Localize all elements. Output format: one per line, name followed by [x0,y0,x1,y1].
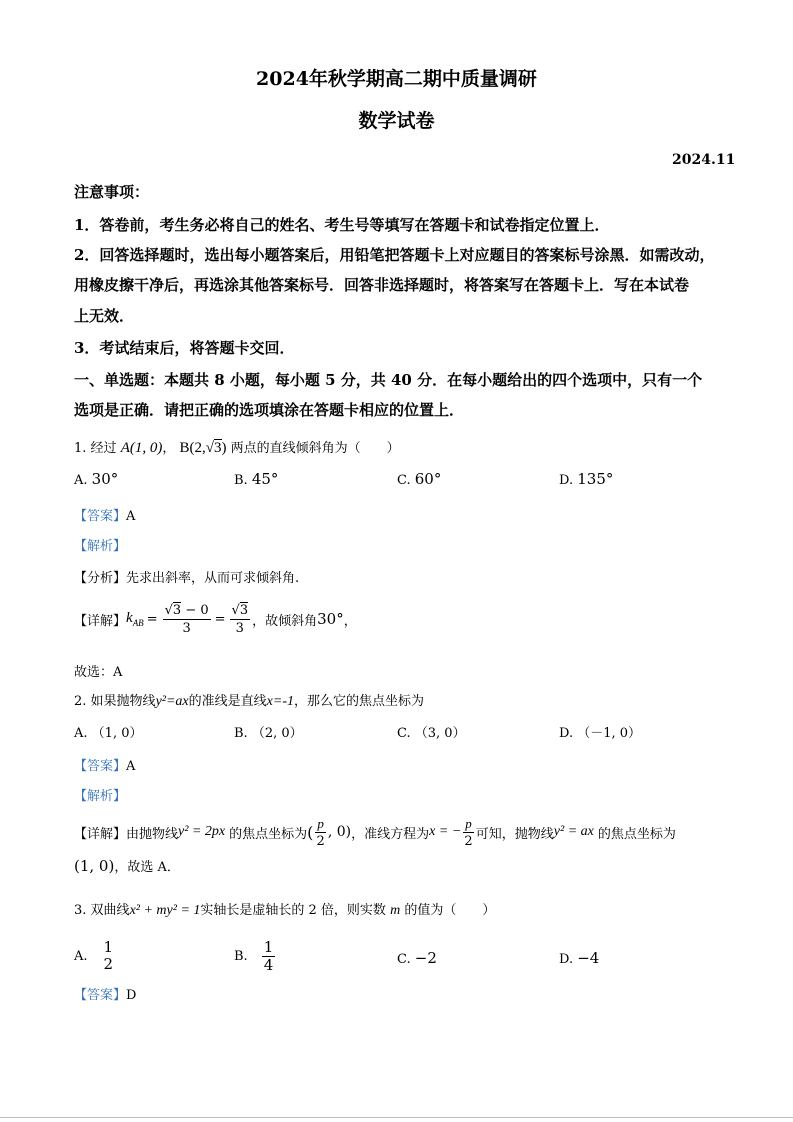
option-a[interactable] [74,936,117,976]
question-text: 经过 [90,441,117,456]
question-number: 1. [74,441,87,456]
fenxi-line [74,567,299,586]
option-letter: B. [234,473,248,488]
option-letter: D. [559,952,574,967]
section-1-line-2: 选项是正确．请把正确的选项填涂在答题卡相应的位置上． [74,401,465,419]
option-value: −2 [414,949,437,967]
fraction-1: $\frac{√3 - 0}{3}$ [164,602,209,636]
option-d[interactable] [559,949,599,967]
parabola-equation-2: y² = ax [553,824,594,839]
separator: ， [162,441,176,456]
option-letter: B. [234,948,248,964]
option-value: （－1, 0） [577,726,642,741]
detail-line [74,596,357,642]
fenxi-text: 先求出斜率，从而可求倾斜角. [126,571,300,586]
option-letter: A. [74,948,88,964]
answer-line [74,755,135,774]
notice-item-3: 3．考试结束后，将答题卡交回． [74,339,295,357]
page-subtitle: 数学试卷 [358,110,435,132]
parabola-equation: y² = 2px [178,824,226,839]
directrix-equation: x=-1 [266,694,294,709]
option-a[interactable] [74,722,142,741]
option-fraction [262,939,276,974]
detail-tag: 【详解】 [74,826,127,842]
notice-item-2-line-3: 上无效． [74,307,135,325]
option-d[interactable] [559,470,613,488]
option-letter: D. [559,726,574,741]
option-a[interactable] [74,470,118,488]
question-text-tail: 的值为（ ） [404,903,496,918]
option-b[interactable] [234,936,277,976]
option-letter: D. [559,473,574,488]
detail-end: ， [343,613,357,629]
slope-symbol [126,610,144,628]
analysis-tag: 【解析】 [74,539,127,554]
option-letter: A. [74,726,88,741]
option-c[interactable] [397,949,437,967]
option-letter: C. [397,473,411,488]
exam-date: 2024.11 [672,152,736,168]
detail-text: 由抛物线 [126,826,179,842]
variable-m: m [390,903,401,918]
page-title: 2024年秋学期高二期中质量调研 [256,68,537,90]
option-letter: C. [397,726,411,741]
slope-subscript: AB [132,618,144,628]
fraction-denominator: 2 [103,955,114,973]
option-d[interactable] [559,722,641,741]
option-value: 30° [91,470,119,488]
notice-item-2-line-1: 2．回答选择题时，选出每小题答案后，用铅笔把答题卡上对应题目的答案标号涂黑．如需改动， [74,246,715,264]
directrix-fraction [463,815,474,850]
option-letter: A. [74,473,88,488]
open-paren: ( [307,822,314,842]
detail-text: 的焦点坐标为 [229,826,308,842]
answer-tag: 【答案】 [74,759,127,774]
detail-text: 的焦点坐标为 [597,826,676,842]
answer-line [74,984,136,1003]
option-value: （2, 0） [251,726,303,741]
point-b-suffix: ) [221,440,227,456]
fraction-numerator: 1 [263,937,274,956]
detail-text: ，故倾斜角 [252,613,318,629]
question-text-mid: 的准线是直线 [188,694,267,709]
detail-text: 可知，抛物线 [475,826,554,842]
fraction-numerator: p [317,815,324,831]
option-letter: B. [234,726,248,741]
answer-tag: 【答案】 [74,988,127,1003]
question-text: 如果抛物线 [90,694,156,709]
question-text: 双曲线 [90,903,130,918]
option-value: 60° [414,470,442,488]
fraction-denominator: 2 [316,833,325,849]
option-value: 135° [577,470,614,488]
hyperbola-equation: x² + my² = 1 [129,903,201,918]
option-fraction [102,939,116,973]
answer-value: A [126,509,136,524]
fraction-numerator: p [465,815,472,831]
answer-line [74,505,135,524]
point-b: B(2,√3) [179,440,227,456]
fraction-denominator: 4 [263,955,274,974]
detail-line-2 [74,856,180,875]
option-c[interactable] [397,470,441,488]
slope-k: k [126,610,133,626]
point-b-radicand: 3 [214,440,222,456]
section-1-line-1: 一、单选题：本题共 8 小题，每小题 5 分，共 40 分．在每小题给出的四个选项中，只有一个 [74,371,703,389]
directrix-lhs: x = − [429,824,462,839]
fraction-denominator: 2 [464,833,473,849]
fraction-1-denominator: 3 [182,620,191,636]
parabola-equation: y²=ax [155,694,189,709]
option-value: 45° [251,470,279,488]
question-number: 2. [74,694,87,709]
detail-text: ，故选 A． [114,860,180,875]
fraction-2: $\frac{√3}{3}$ [231,602,249,636]
option-b[interactable] [234,722,303,741]
question-1-stem [74,437,400,457]
option-letter: C. [397,952,411,967]
point-b-prefix: B(2, [179,440,206,456]
question-text-tail: 两点的直线倾斜角为（ ） [230,441,400,456]
detail-text: ，准线方程为 [351,826,430,842]
analysis-tag: 【解析】 [74,789,127,804]
notice-item-1: 1．答卷前，考生务必将自己的姓名、考生号等填写在答题卡和试卷指定位置上． [74,216,610,234]
fraction-1-radicand: 3 [172,602,182,618]
question-2-stem [74,690,424,710]
option-value: （3, 0） [414,726,466,741]
focus-fraction [315,815,326,850]
option-c[interactable] [397,722,466,741]
answer-tag: 【答案】 [74,509,127,524]
option-b[interactable] [234,470,278,488]
question-3-stem [74,899,495,919]
point-a: A(1, 0) [120,440,163,456]
option-value: −4 [577,949,600,967]
focus-result: (1, 0) [74,857,115,875]
fraction-1-numerator-tail: − 0 [185,602,209,618]
question-text-tail: ，那么它的焦点坐标为 [293,694,424,709]
fenxi-tag: 【分析】 [74,571,127,586]
page-bottom-divider [0,1117,793,1118]
equals-sign: = [146,611,158,627]
question-text-mid: 实轴长是虚轴长的 2 倍，则实数 [200,903,386,918]
answer-value: D [126,988,137,1003]
question-number: 3. [74,903,87,918]
fraction-numerator: 1 [103,938,114,956]
detail-line [74,812,676,852]
equals-sign: = [214,611,226,627]
fraction-2-radicand: 3 [239,602,249,618]
notice-item-2-line-2: 用橡皮擦干净后，再选涂其他答案标号．回答非选择题时，将答案写在答题卡上．写在本试卷 [74,276,690,294]
detail-tag: 【详解】 [74,613,127,629]
focus-tail: , 0) [327,824,352,840]
fraction-2-denominator: 3 [235,620,244,636]
angle-value: 30° [317,610,344,628]
answer-value: A [126,759,136,774]
notice-heading: 注意事项： [74,183,150,201]
option-value: （1, 0） [91,726,143,741]
choose-line: 故选：A [74,665,123,680]
